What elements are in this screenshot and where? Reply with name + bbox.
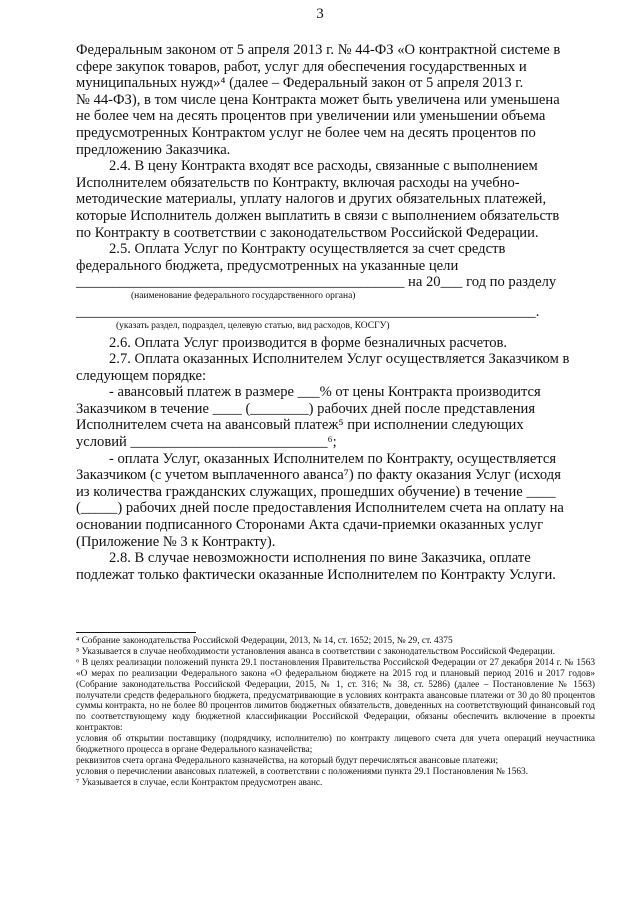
text-line: (_____) рабочих дней после предоставления Исполнителем счета на оплату на — [76, 500, 564, 517]
footnote: ⁵ Указывается в случае необходимости установления аванса в соответствии с законодательством Российской Федерации. — [76, 646, 555, 657]
clause-2-4: 2.4. В цену Контракта входят все расходы, связанные с выполнением — [109, 158, 538, 175]
text-line: Федеральным законом от 5 апреля 2013 г. № 44-ФЗ «О контрактной системе в — [76, 42, 561, 58]
text-line: следующем порядке: — [76, 367, 207, 384]
text-line: предусмотренных Контрактом услуг не более чем на десять процентов по — [76, 124, 536, 141]
footnote: ⁶ В целях реализации положений пункта 29.1 постановления Правительства Российской Федерации от 27 декабря 2014 г. № 1563 «О мерах по реализации Федерального закона «О федеральном бюджете на 2015 год и плановый период 2016 и 2017 годов» (Собрание законодательства Российской Федерации, 2015, № 1, ст. 316; № 38, ст. 5286) (далее – Постановление № 1563) получатели средств федерального бюджета, предусматривающие в условиях контракта авансовые платежи от 30 до 80 процентов суммы контракта, но не более 80 процентов лимитов бюджетных обязательств, доведенных на соответствующий финансовый год по соответствующему коду бюджетной классификации Российской Федерации, обязаны обеспечить включение в проекты контрактов: — [76, 657, 595, 734]
text-line: Исполнителем обязательств по Контракту, включая расходы на учебно- — [76, 174, 520, 191]
footnotes — [76, 636, 595, 789]
clause-2-7: 2.7. Оплата оказанных Исполнителем Услуг осуществляется Заказчиком в — [109, 351, 570, 368]
text-line: № 44-ФЗ), в том числе цена Контракта может быть увеличена или уменьшена — [76, 91, 560, 108]
text-line: - авансовый платеж в размере ___% от цены Контракта производится — [109, 384, 541, 401]
fill-caption: (наименование федерального государственного органа) — [131, 290, 356, 301]
text-line: (Приложение № 3 к Контракту). — [76, 533, 276, 550]
fill-line: _____________________________________________ на 20___ год по разделу — [76, 274, 557, 291]
footnote-divider — [76, 632, 196, 633]
text-line: муниципальных нужд»⁴ (далее – Федеральный закон от 5 апреля 2013 г. — [76, 75, 524, 92]
text-line: основании подписанного Сторонами Акта сдачи-приемки оказанных услуг — [76, 517, 544, 534]
footnote: условия о перечислении авансовых платежей, в соответствии с положениями пункта 29.1 Постановления № 1563. — [76, 766, 529, 777]
text-line: из количества гражданских служащих, прошедших обучение) в течение ____ — [76, 483, 556, 500]
footnote: ⁷ Указывается в случае, если Контрактом предусмотрен аванс. — [76, 777, 323, 788]
text-line: предложению Заказчика. — [76, 141, 231, 158]
document-body — [76, 42, 595, 583]
text-line: Заказчиком (с учетом выплаченного аванса⁷) по факту оказания Услуг (исходя — [76, 467, 561, 484]
clause-2-8: 2.8. В случае невозможности исполнения по вине Заказчика, оплате — [109, 550, 531, 567]
footnote: ⁴ Собрание законодательства Российской Федерации, 2013, № 14, ст. 1652; 2015, № 29, ст. 4375 — [76, 636, 453, 646]
text-line: - оплата Услуг, оказанных Исполнителем по Контракту, осуществляется — [109, 450, 557, 467]
clause-2-6: 2.6. Оплата Услуг производится в форме безналичных расчетов. — [109, 334, 508, 351]
page-number: 3 — [316, 6, 324, 22]
text-line: не более чем на десять процентов при увеличении или уменьшении объема — [76, 108, 546, 125]
text-line: которые Исполнитель должен выплатить в связи с выполнением обязательств — [76, 207, 560, 224]
text-line: по Контракту в соответствии с законодательством Российской Федерации. — [76, 224, 539, 241]
text-line: методические материалы, уплату налогов и других обязательных платежей, — [76, 191, 547, 208]
fill-line: _______________________________________________________________. — [76, 303, 540, 320]
footnote: условия об открытии поставщику (подрядчику, исполнителю) по контракту лицевого счета для учета операций неучастника бюджетного процесса в органе Федерального казначейства; — [76, 734, 595, 756]
clause-2-5: 2.5. Оплата Услуг по Контракту осуществляется за счет средств — [109, 241, 506, 258]
text-line: сфере закупок товаров, работ, услуг для обеспечения государственных и — [76, 58, 527, 75]
text-line: федерального бюджета, предусмотренных на указанные цели — [76, 257, 459, 274]
text-line: Исполнителем счета на авансовый платеж⁵ при исполнении следующих — [76, 417, 524, 434]
text-line: подлежат только фактически оказанные Исполнителем по Контракту Услуги. — [76, 566, 556, 583]
fill-caption: (указать раздел, подраздел, целевую статью, вид расходов, КОСГУ) — [116, 320, 390, 331]
footnote: реквизитов счета органа Федерального казначейства, на который будут перечисляться авансовые платежи; — [76, 755, 499, 766]
text-line: условий ___________________________⁶; — [76, 434, 337, 451]
text-line: Заказчиком в течение ____ (________) рабочих дней после представления — [76, 400, 536, 417]
